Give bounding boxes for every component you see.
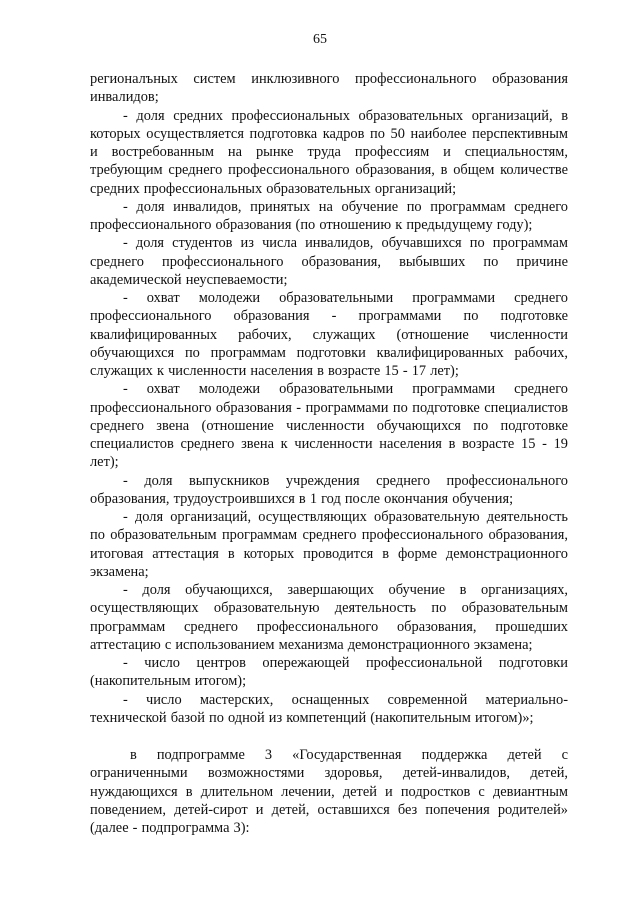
page-number: 65	[313, 32, 327, 47]
list-item: - доля выпускников учреждения среднего профессионального образования, трудоустроившихся в 1 год после окончания обучения;	[90, 472, 568, 507]
list-item: - охват молодежи образовательными программами среднего профессионального образования - программами по подготовке специалистов среднего звена (отношение численности обучающихся по подготовке специалистов среднего звена к численности населения в возрасте 15 - 19 лет);	[90, 381, 568, 471]
list-item: - число центров опережающей профессиональной подготовки (накопительным итогом);	[90, 655, 568, 690]
paragraph-continuation: регионалъных систем инклюзивного профессионального образования инвалидов;	[90, 71, 568, 106]
list-item: - охват молодежи образовательными программами среднего профессионального образования - программами по подготовке квалифицированных рабочих, служащих (отношение численности обучающихся по программам подготовки квалифицированных рабочих, служащих к численности населения в возрасте 15 - 17 лет);	[90, 290, 568, 379]
subprogram-paragraph: в подпрограмме 3 «Государственная поддержка детей с ограниченными возможностями здоровья, детей-инвалидов, детей, нуждающихся в длительном лечении, детей и подростков с девиантным поведением, детей-сирот и детей, оставшихся без попечения родителей» (далее - подпрограмма 3):	[90, 747, 568, 836]
document-body	[90, 70, 568, 837]
list-item: - доля организаций, осуществляющих образовательную деятельность по образовательным программам среднего профессионального образования, итоговая аттестация в которых проводится в форме демонстрационного экзамена;	[90, 509, 568, 580]
list-item: - доля средних профессиональных образовательных организаций, в которых осуществляется подготовка кадров по 50 наиболее перспективным и востребованным на рынке труда профессиям и специальностям, требующим среднего профессионального образования, в общем количестве средних профессиональных образовательных организаций;	[90, 107, 568, 197]
list-item: - доля инвалидов, принятых на обучение по программам среднего профессионального образования (по отношению к предыдущему году);	[90, 198, 568, 233]
list-item: - доля студентов из числа инвалидов, обучавшихся по программам среднего профессионального образования, выбывших по причине академической неуспеваемости;	[90, 235, 568, 288]
list-item: - число мастерских, оснащенных современной материально-технической базой по одной из компетенций (накопительным итогом)»;	[90, 691, 568, 726]
list-item: - доля обучающихся, завершающих обучение в организациях, осуществляющих образовательную деятельность по образовательным программам среднего профессионального образования, прошедших аттестацию с использованием механизма демонстрационного экзамена;	[90, 582, 568, 653]
